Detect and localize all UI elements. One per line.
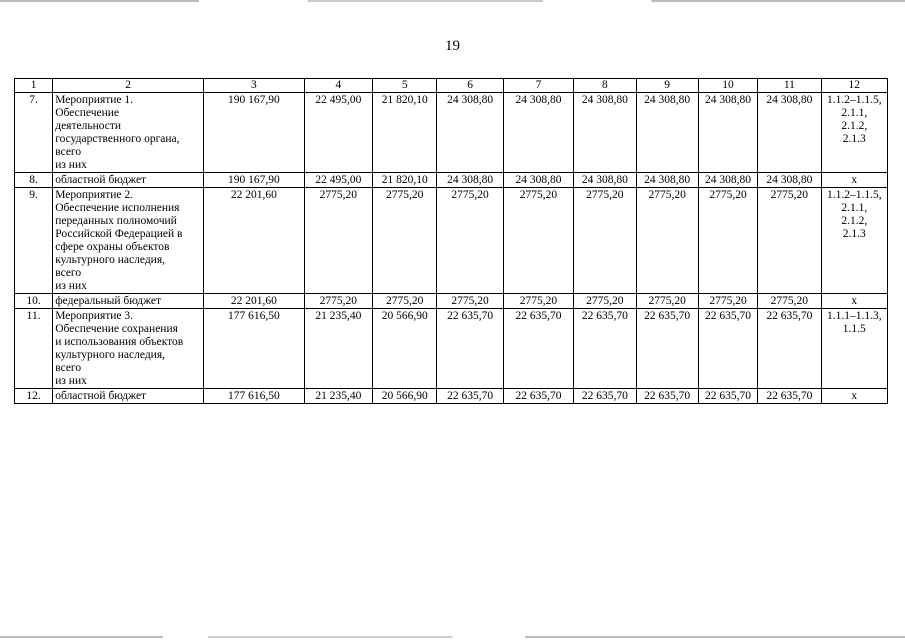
value-cell: 20 566,90 <box>373 309 437 389</box>
reference-line: 1.1.5 <box>842 323 866 335</box>
value-cell: 22 495,00 <box>304 173 372 188</box>
row-name-line: областной бюджет <box>55 174 147 186</box>
value-cell: 177 616,50 <box>204 309 305 389</box>
value-cell: 2775,20 <box>574 294 636 309</box>
row-name-line: из них <box>55 375 87 387</box>
value-cell: 22 635,70 <box>636 389 698 404</box>
reference-line: х <box>851 390 858 402</box>
row-name-line: Обеспечение исполнения <box>55 202 180 214</box>
header-cell: 7 <box>503 79 573 93</box>
row-name-line: переданных полномочий <box>55 215 177 227</box>
row-name-cell <box>53 294 204 309</box>
value-cell: 22 635,70 <box>574 389 636 404</box>
value-cell: 24 308,80 <box>758 93 821 173</box>
table-row <box>15 309 888 389</box>
value-cell: 2775,20 <box>636 294 698 309</box>
reference-cell <box>821 188 887 294</box>
budget-table <box>14 78 888 404</box>
row-index-cell: 9. <box>15 188 53 294</box>
row-index-cell: 7. <box>15 93 53 173</box>
header-cell: 10 <box>698 79 757 93</box>
value-cell: 22 635,70 <box>698 389 757 404</box>
table-row <box>15 93 888 173</box>
value-cell: 2775,20 <box>698 188 757 294</box>
value-cell: 22 495,00 <box>304 93 372 173</box>
header-cell: 11 <box>758 79 821 93</box>
value-cell: 190 167,90 <box>204 173 305 188</box>
header-cell: 6 <box>437 79 503 93</box>
reference-line: 1.1.2–1.1.5, <box>826 94 882 106</box>
value-cell: 24 308,80 <box>636 93 698 173</box>
row-name-line: сфере охраны объектов <box>55 241 170 253</box>
row-name-line: Мероприятие 1. <box>55 94 134 106</box>
value-cell: 2775,20 <box>758 294 821 309</box>
value-cell: 2775,20 <box>574 188 636 294</box>
reference-cell <box>821 309 887 389</box>
row-name-cell <box>53 188 204 294</box>
value-cell: 2775,20 <box>437 188 503 294</box>
row-name-line: Мероприятие 3. <box>55 310 134 322</box>
table-row <box>15 188 888 294</box>
value-cell: 2775,20 <box>758 188 821 294</box>
value-cell: 22 635,70 <box>758 389 821 404</box>
value-cell: 2775,20 <box>373 188 437 294</box>
row-name-line: Российской Федерацией в <box>55 228 183 240</box>
value-cell: 24 308,80 <box>574 93 636 173</box>
row-name-line: и использования объектов <box>55 336 184 348</box>
value-cell: 2775,20 <box>503 294 573 309</box>
value-cell: 22 635,70 <box>574 309 636 389</box>
row-name-cell <box>53 389 204 404</box>
header-row <box>15 79 888 93</box>
table-row <box>15 389 888 404</box>
row-name-line: Обеспечение сохранения <box>55 323 178 335</box>
reference-line: 1.1.2–1.1.5, <box>826 189 882 201</box>
value-cell: 21 820,10 <box>373 93 437 173</box>
header-cell: 8 <box>574 79 636 93</box>
value-cell: 24 308,80 <box>698 93 757 173</box>
reference-line: 2.1.2, <box>841 215 868 227</box>
value-cell: 22 635,70 <box>437 309 503 389</box>
value-cell: 20 566,90 <box>373 389 437 404</box>
row-name-cell <box>53 93 204 173</box>
header-cell: 3 <box>204 79 305 93</box>
reference-line: 2.1.1, <box>841 107 868 119</box>
row-name-line: государственного органа, <box>55 133 180 145</box>
table-body <box>15 93 888 404</box>
header-cell: 1 <box>15 79 53 93</box>
value-cell: 22 635,70 <box>698 309 757 389</box>
reference-line: 1.1.1–1.1.3, <box>826 310 882 322</box>
row-name-cell <box>53 173 204 188</box>
header-cell: 12 <box>821 79 887 93</box>
table-row <box>15 173 888 188</box>
row-index-cell: 8. <box>15 173 53 188</box>
value-cell: 22 635,70 <box>437 389 503 404</box>
header-cell: 5 <box>373 79 437 93</box>
row-name-line: всего <box>55 362 82 374</box>
value-cell: 24 308,80 <box>503 173 573 188</box>
value-cell: 22 201,60 <box>204 188 305 294</box>
row-name-line: из них <box>55 280 87 292</box>
value-cell: 22 635,70 <box>758 309 821 389</box>
value-cell: 24 308,80 <box>698 173 757 188</box>
value-cell: 24 308,80 <box>437 93 503 173</box>
value-cell: 21 235,40 <box>304 389 372 404</box>
table-row <box>15 294 888 309</box>
value-cell: 22 635,70 <box>503 389 573 404</box>
reference-line: х <box>851 295 858 307</box>
value-cell: 24 308,80 <box>636 173 698 188</box>
value-cell: 24 308,80 <box>503 93 573 173</box>
header-cell: 4 <box>304 79 372 93</box>
row-name-line: Мероприятие 2. <box>55 189 134 201</box>
value-cell: 22 635,70 <box>503 309 573 389</box>
row-name-line: Обеспечение <box>55 107 119 119</box>
value-cell: 2775,20 <box>503 188 573 294</box>
reference-line: 2.1.2, <box>841 120 868 132</box>
value-cell: 22 201,60 <box>204 294 305 309</box>
value-cell: 24 308,80 <box>758 173 821 188</box>
value-cell: 24 308,80 <box>574 173 636 188</box>
row-name-line: деятельности <box>55 120 122 132</box>
row-name-line: культурного наследия, <box>55 349 165 361</box>
reference-cell <box>821 389 887 404</box>
scan-edge-top <box>0 0 905 2</box>
row-index-cell: 11. <box>15 309 53 389</box>
row-name-line: областной бюджет <box>55 390 147 402</box>
row-name-line: всего <box>55 267 82 279</box>
value-cell: 2775,20 <box>698 294 757 309</box>
value-cell: 2775,20 <box>373 294 437 309</box>
page-number: 19 <box>445 38 460 54</box>
header-cell: 9 <box>636 79 698 93</box>
value-cell: 21 235,40 <box>304 309 372 389</box>
row-index-cell: 10. <box>15 294 53 309</box>
row-name-line: из них <box>55 159 87 171</box>
value-cell: 2775,20 <box>636 188 698 294</box>
value-cell: 2775,20 <box>437 294 503 309</box>
reference-line: х <box>851 174 858 186</box>
value-cell: 177 616,50 <box>204 389 305 404</box>
value-cell: 2775,20 <box>304 294 372 309</box>
reference-line: 2.1.3 <box>842 133 866 145</box>
row-name-cell <box>53 309 204 389</box>
value-cell: 24 308,80 <box>437 173 503 188</box>
row-index-cell: 12. <box>15 389 53 404</box>
row-name-line: федеральный бюджет <box>55 295 162 307</box>
reference-cell <box>821 294 887 309</box>
value-cell: 190 167,90 <box>204 93 305 173</box>
reference-line: 2.1.3 <box>842 228 866 240</box>
reference-line: 2.1.1, <box>841 202 868 214</box>
scan-edge-bottom <box>0 636 905 638</box>
reference-cell <box>821 173 887 188</box>
header-cell: 2 <box>53 79 204 93</box>
value-cell: 21 820,10 <box>373 173 437 188</box>
reference-cell <box>821 93 887 173</box>
row-name-line: культурного наследия, <box>55 254 165 266</box>
row-name-line: всего <box>55 146 82 158</box>
value-cell: 22 635,70 <box>636 309 698 389</box>
value-cell: 2775,20 <box>304 188 372 294</box>
